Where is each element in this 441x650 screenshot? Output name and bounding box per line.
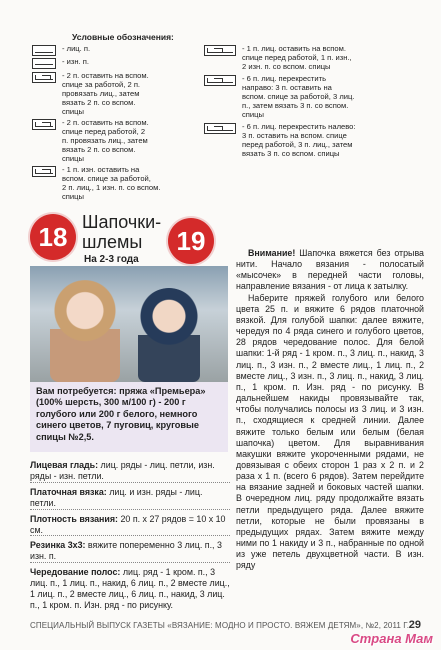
legend-item-knit bbox=[32, 44, 90, 56]
cable-knit-front-icon bbox=[204, 45, 236, 56]
rib-3x3: Резинка 3х3: вяжите попеременно 3 лиц. п., 3 изн. п. bbox=[30, 540, 230, 563]
body-paragraph: Наберите пряжей голубого или белого цвета 25 п. и вяжите 6 рядов платочной вязкой. Для голубой шапки: далее вяжите, чередуя по 4 ряда синего и голубого цветов, 28 рядов чередование полос. Для белой шапки: 1-й ряд - 1 кром. п., 3 лиц. п., накид, 3 лиц. п., 3 изн. п., 2 вместе лиц., 1 лиц. п., 2 вместе лиц., 3 изн. п., 3 лиц. п., накид, 3 лиц. п., 1 кром. п. Изн. ряд - по рисунку. В дальнейшем накиды провязывайте так, чтобы получались полосы из 3 лиц. и 3 изн. п., сходящиеся к средней линии. Далее вяжите только белым или белым (белая шапочка) цветом. Для выравнивания макушки вяжите укороченными рядами, не довязывая с обеих сторон 1 раз х 2 п. и 2 раза х 1 п. (всего 6 рядов). Затем перейдите на вязание задней и боковых частей шапки. В очередном лиц. ряду продолжайте вязать петли предыдущего ряда. Далее вяжите петли, которые не были провязаны в предыдущих рядах. Затем вяжите между ними по 1 накиду и 3 п., набранные по одной из уже петель двухцветной части. В изн. ряду bbox=[236, 292, 424, 571]
materials-box: Вам потребуется: пряжа «Премьера» (100% шерсть, 300 м/100 г) - 200 г голубого или 200 г белого, немного синего цветов, 7 пуговиц, круговые спицы №2,5. bbox=[30, 382, 228, 452]
pattern-title-line1: Шапочки- bbox=[82, 212, 162, 232]
legend-title: Условные обозначения: bbox=[72, 32, 174, 42]
legend-item-cable-right bbox=[32, 71, 149, 116]
cable-right-icon bbox=[32, 72, 56, 83]
stripe-sequence: Чередование полос: лиц. ряд - 1 кром. п., 3 лиц. п., 1 лиц. п., накид, 6 лиц. п., 2 вместе лиц., 1 лиц. п., 2 вместе лиц., 6 лиц. п., накид, 3 лиц. п., 1 кром. п. Изн. ряд - по рисунку. bbox=[30, 567, 230, 610]
legend-text: - 2 п. оставить на вспом. спице за работой, 2 п. провязать лиц., затем вязать 2 п. со вспом. спицы bbox=[62, 71, 149, 116]
legend-text: - 6 п. лиц. перекрестить направо: 3 п. оставить на вспом. спице за работой, 3 лиц. п., затем вязать 3 п. со вспом. спицы bbox=[242, 74, 355, 119]
legend-item-cross-left bbox=[204, 122, 356, 158]
dash-cell-icon bbox=[32, 58, 56, 69]
intro-paragraph: Внимание! Шапочка вяжется без отрыва нити. Начало вязания - полосатый «мысочек» в передней части головы, направление вязания - от лица к затылку. bbox=[236, 248, 424, 292]
legend-text: - 1 п. лиц. оставить на вспом. спице перед работой, 1 п. изн., 2 изн. п. со вспом. спицы bbox=[242, 44, 352, 71]
knitting-instructions bbox=[236, 248, 424, 572]
pattern-number-badge: 19 bbox=[168, 218, 214, 264]
legend-text: - 1 п. изн. оставить на вспом. спице за работой, 2 п. лиц., 1 изн. п. со вспом. спицы bbox=[62, 165, 161, 201]
child-in-beige-hat bbox=[50, 280, 120, 382]
pattern-number-badge: 18 bbox=[30, 214, 76, 260]
stitch-stockinette: Лицевая гладь: лиц. ряды - лиц. петли, изн. ряды - изн. петли. bbox=[30, 460, 230, 483]
gauge: Плотность вязания: 20 п. х 27 рядов = 10 х 10 см. bbox=[30, 514, 230, 537]
stitch-garter: Платочная вязка: лиц. и изн. ряды - лиц. петли. bbox=[30, 487, 230, 510]
empty-cell-icon bbox=[32, 45, 56, 56]
cross-left-6-icon bbox=[204, 123, 236, 134]
legend-text: - изн. п. bbox=[62, 57, 89, 66]
page-number: 29 bbox=[408, 619, 421, 631]
legend-item-purl-cable bbox=[32, 165, 160, 201]
child-in-blue-hat bbox=[138, 288, 200, 382]
cross-right-6-icon bbox=[204, 75, 236, 86]
legend-item-cross-right bbox=[204, 74, 354, 119]
legend-item-knit-front bbox=[204, 44, 352, 71]
purl-cable-icon bbox=[32, 166, 56, 177]
legend-item-cable-left bbox=[32, 118, 149, 163]
age-range: На 2-3 года bbox=[84, 254, 139, 265]
legend-item-purl bbox=[32, 57, 89, 69]
pattern-title-line2: шлемы bbox=[82, 232, 143, 252]
legend-text: - лиц. п. bbox=[62, 44, 91, 53]
cable-left-icon bbox=[32, 119, 56, 130]
stitch-instructions bbox=[30, 460, 230, 615]
children-photo bbox=[30, 266, 228, 382]
legend-text: - 6 п. лиц. перекрестить налево: 3 п. оставить на вспом. спице перед работой, 3 п. лиц., затем вязать 3 п. со вспом. спицы bbox=[242, 122, 356, 158]
legend-text: - 2 п. оставить на вспом. спице перед работой, 2 п. провязать лиц., затем вязать 2 п. со вспом. спицы bbox=[62, 118, 149, 163]
watermark-logo: Страна Мам bbox=[350, 631, 433, 646]
footer-publication: СПЕЦИАЛЬНЫЙ ВЫПУСК ГАЗЕТЫ «ВЯЗАНИЕ: МОДНО И ПРОСТО. ВЯЖЕМ ДЕТЯМ», №2, 2011 Г. bbox=[30, 621, 410, 630]
